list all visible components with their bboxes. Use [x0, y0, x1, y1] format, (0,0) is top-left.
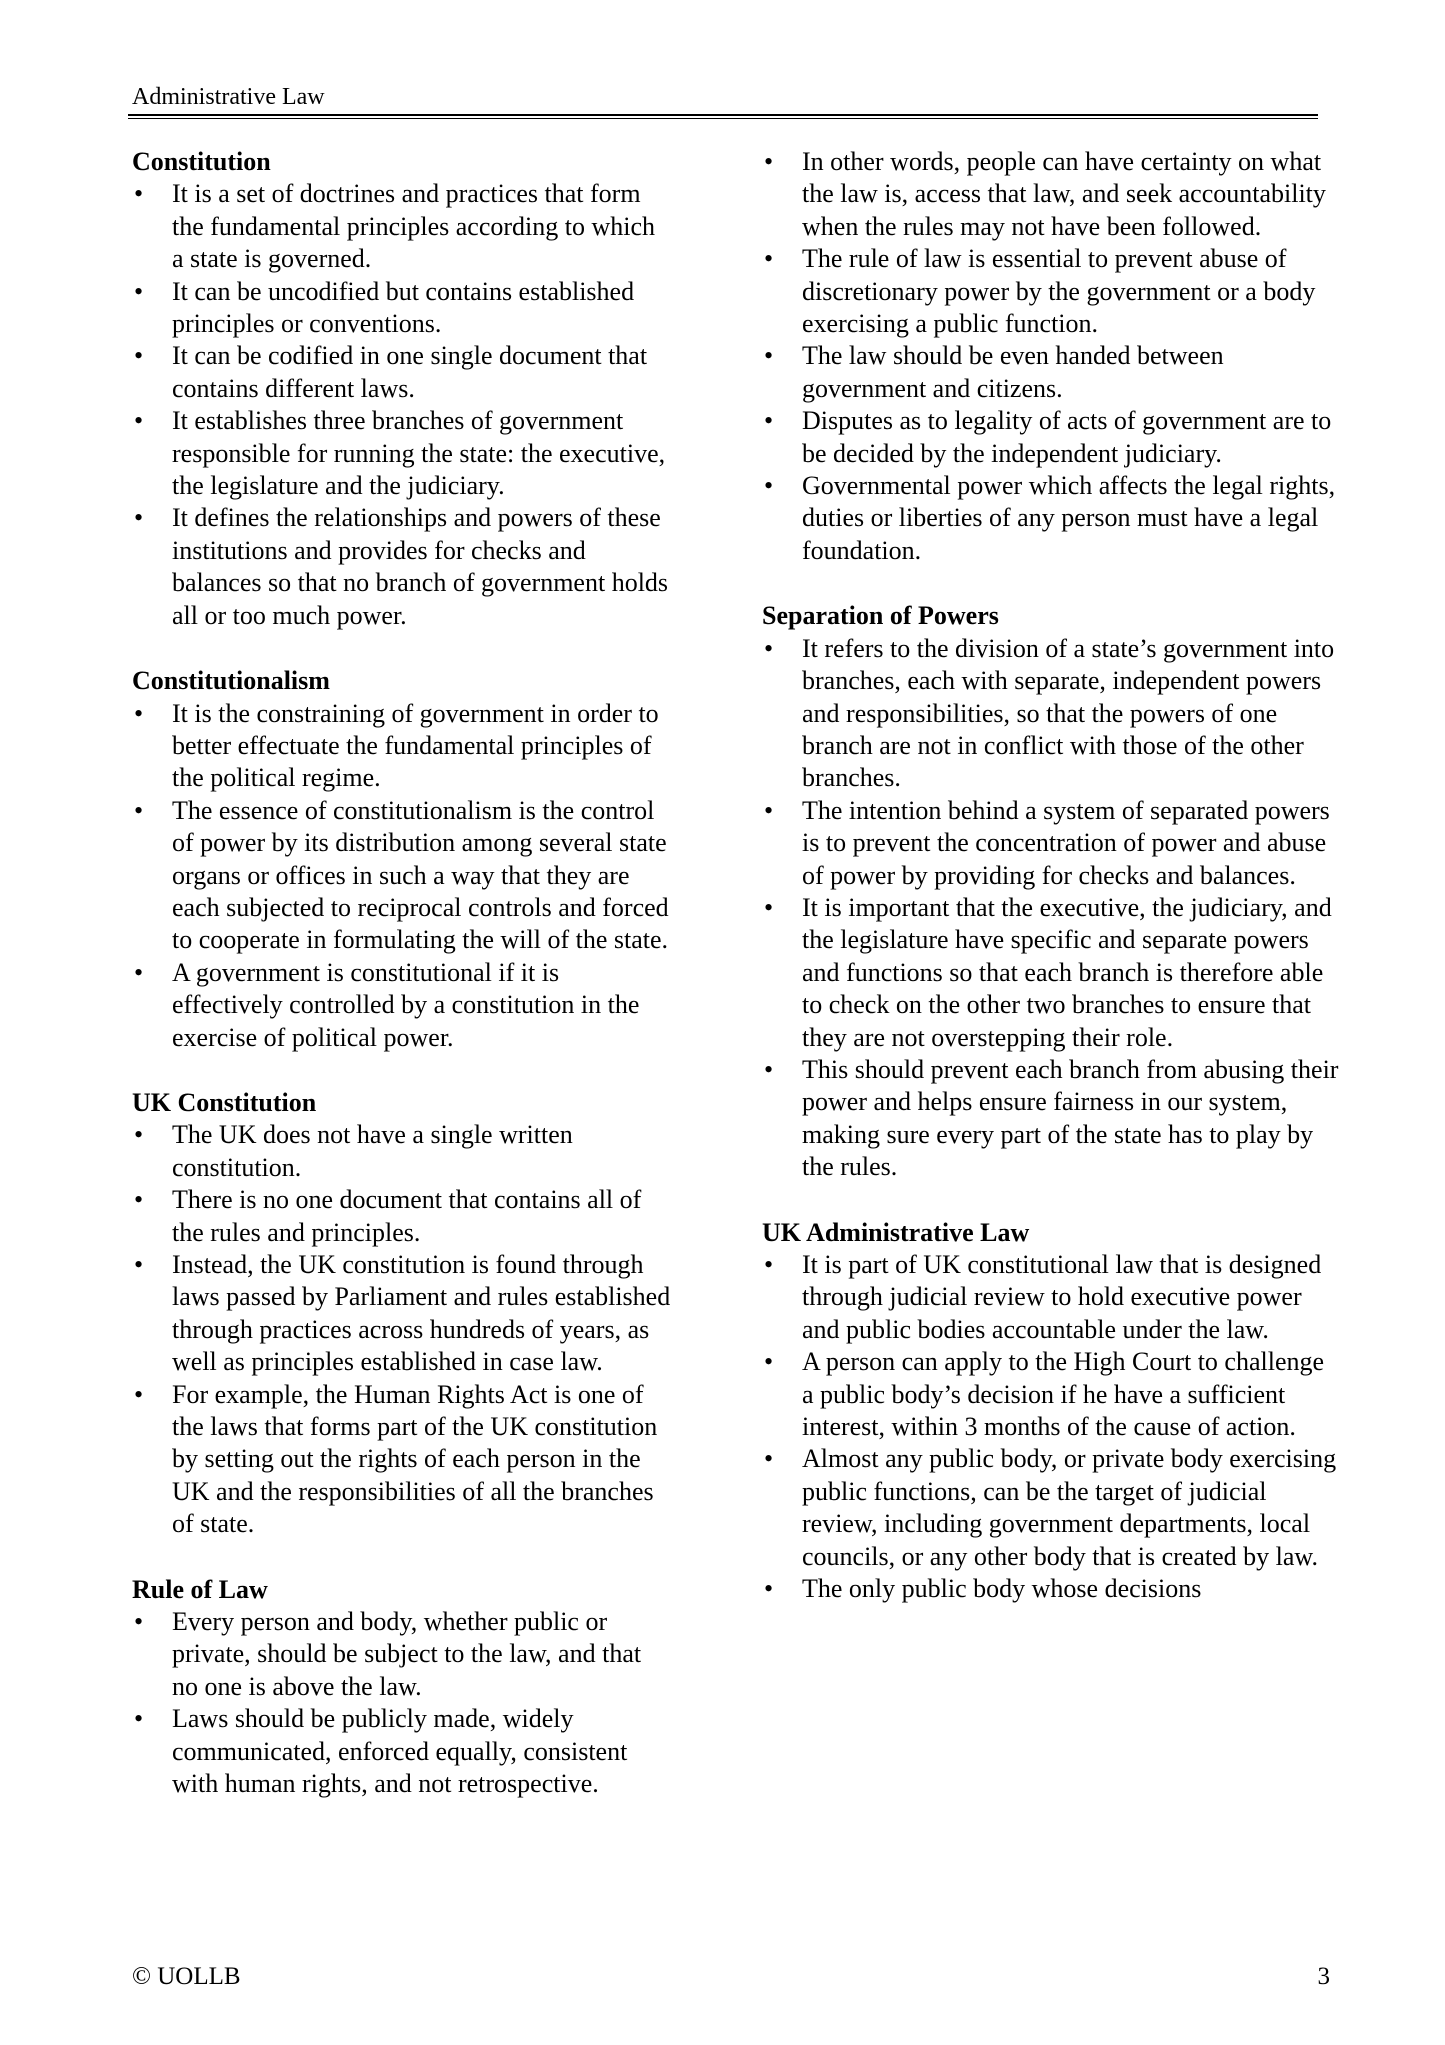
bullet-item: • It establishes three branches of government responsible for running the state: the executive, the legislature and the judiciary.: [132, 405, 672, 502]
bullet-item: • Disputes as to legality of acts of government are to be decided by the independent judiciary.: [762, 405, 1342, 470]
bullet-item: • The intention behind a system of separated powers is to prevent the concentration of power and abuse of power by providing for checks and balances.: [762, 795, 1342, 892]
page-header-title: Administrative Law: [132, 84, 325, 110]
bullet-item: • Instead, the UK constitution is found through laws passed by Parliament and rules established through practices across hundreds of years, as well as principles established in case law.: [132, 1249, 672, 1379]
bullet-item: • Laws should be publicly made, widely communicated, enforced equally, consistent with human rights, and not retrospective.: [132, 1703, 672, 1800]
bullet-list: [132, 698, 672, 1054]
document-section: [762, 1217, 1342, 1606]
bullet-item: • It can be codified in one single document that contains different laws.: [132, 340, 672, 405]
bullet-item: • Almost any public body, or private body exercising public functions, can be the target of judicial review, including government departments, local councils, or any other body that is created by law.: [762, 1443, 1342, 1573]
document-section: [762, 600, 1342, 1183]
bullet-list: [762, 146, 1342, 567]
bullet-item: • It is a set of doctrines and practices that form the fundamental principles according to which a state is governed.: [132, 178, 672, 275]
section-heading: UK Constitution: [132, 1087, 317, 1117]
page-footer: [132, 1962, 1330, 1992]
section-heading: UK Administrative Law: [762, 1217, 1030, 1247]
footer-page-number: 3: [1317, 1963, 1330, 1990]
header-rule: [128, 114, 1318, 119]
bullet-item: • The UK does not have a single written constitution.: [132, 1119, 672, 1184]
bullet-list: [132, 1119, 672, 1540]
bullet-list: [762, 1249, 1342, 1605]
bullet-item: • A government is constitutional if it is effectively controlled by a constitution in the exercise of political power.: [132, 957, 672, 1054]
bullet-item: • This should prevent each branch from abusing their power and helps ensure fairness in our system, making sure every part of the state has to play by the rules.: [762, 1054, 1342, 1184]
bullet-item: • The only public body whose decisions: [762, 1573, 1342, 1605]
bullet-list: [762, 633, 1342, 1184]
bullet-item: • Governmental power which affects the legal rights, duties or liberties of any person must have a legal foundation.: [762, 470, 1342, 567]
bullet-item: • For example, the Human Rights Act is one of the laws that forms part of the UK constitution by setting out the rights of each person in the UK and the responsibilities of all the branches of state.: [132, 1379, 672, 1541]
document-section: [132, 1574, 672, 1801]
bullet-item: • It refers to the division of a state’s government into branches, each with separate, independent powers and responsibilities, so that the powers of one branch are not in conflict with those of the other branches.: [762, 633, 1342, 795]
section-heading: Constitutionalism: [132, 666, 330, 696]
bullet-item: • In other words, people can have certainty on what the law is, access that law, and seek accountability when the rules may not have been followed.: [762, 146, 1342, 243]
bullet-item: • The law should be even handed between government and citizens.: [762, 340, 1342, 405]
bullet-item: • The rule of law is essential to prevent abuse of discretionary power by the government or a body exercising a public function.: [762, 243, 1342, 340]
right-column: [762, 146, 1342, 1638]
left-column: [132, 146, 672, 1834]
document-section: [132, 665, 672, 1054]
section-heading: Separation of Powers: [762, 601, 999, 631]
document-section: [132, 146, 672, 632]
bullet-list: [132, 178, 672, 632]
footer-copyright: © UOLLB: [132, 1963, 241, 1990]
bullet-item: • Every person and body, whether public or private, should be subject to the law, and that no one is above the law.: [132, 1606, 672, 1703]
bullet-item: • It can be uncodified but contains established principles or conventions.: [132, 276, 672, 341]
document-section: [762, 146, 1342, 567]
bullet-item: • It defines the relationships and powers of these institutions and provides for checks and balances so that no branch of government holds all or too much power.: [132, 502, 672, 632]
bullet-list: [132, 1606, 672, 1800]
bullet-item: • It is part of UK constitutional law that is designed through judicial review to hold executive power and public bodies accountable under the law.: [762, 1249, 1342, 1346]
bullet-item: • The essence of constitutionalism is the control of power by its distribution among several state organs or offices in such a way that they are each subjected to reciprocal controls and forced to cooperate in formulating the will of the state.: [132, 795, 672, 957]
bullet-item: • There is no one document that contains all of the rules and principles.: [132, 1184, 672, 1249]
document-section: [132, 1087, 672, 1541]
bullet-item: • It is the constraining of government in order to better effectuate the fundamental principles of the political regime.: [132, 698, 672, 795]
bullet-item: • It is important that the executive, the judiciary, and the legislature have specific and separate powers and functions so that each branch is therefore able to check on the other two branches to ensure that they are not overstepping their role.: [762, 892, 1342, 1054]
bullet-item: • A person can apply to the High Court to challenge a public body’s decision if he have a sufficient interest, within 3 months of the cause of action.: [762, 1346, 1342, 1443]
section-heading: Rule of Law: [132, 1574, 268, 1604]
section-heading: Constitution: [132, 147, 271, 176]
